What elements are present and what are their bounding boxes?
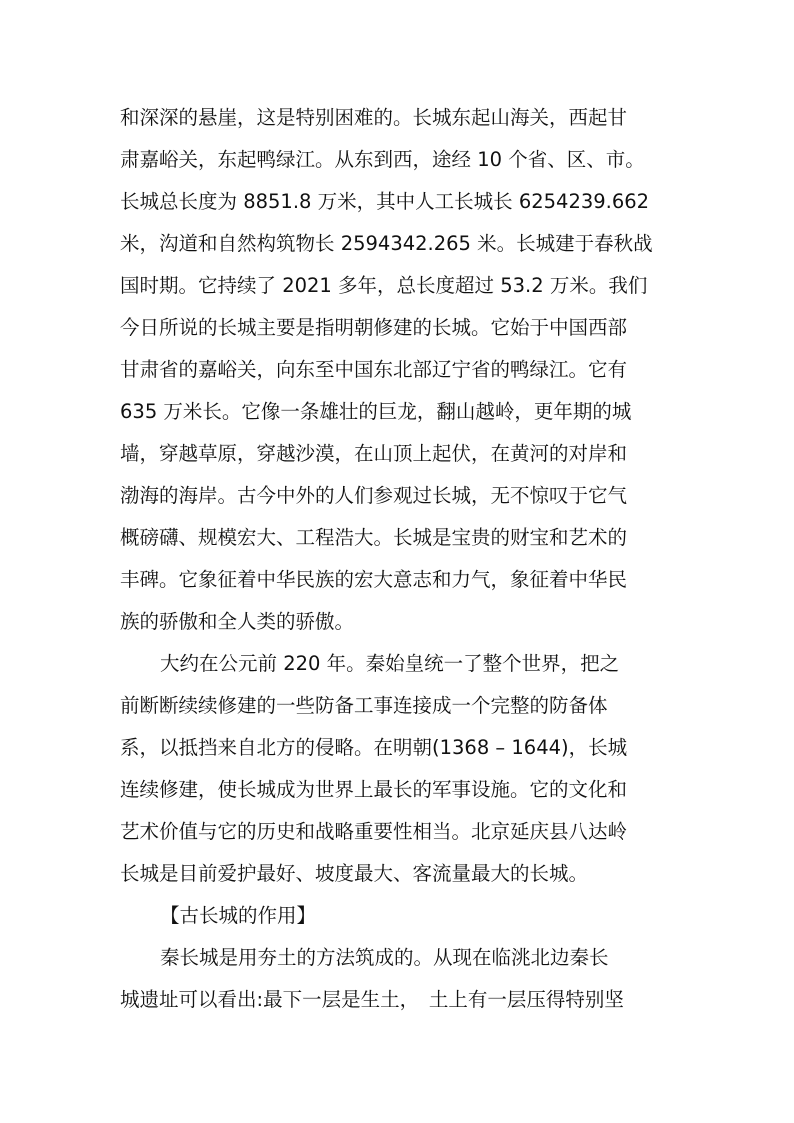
text-line: 丰碑。它象征着中华民族的宏大意志和力气，象征着中华民 bbox=[120, 568, 628, 591]
text-line: 大约在公元前 220 年。秦始皇统一了整个世界，把之 bbox=[160, 652, 620, 675]
text-line: 连续修建，使长城成为世界上最长的军事设施。它的文化和 bbox=[120, 778, 628, 801]
text-line: 长城总长度为 8851.8 万米，其中人工长城长 6254239.662 bbox=[120, 190, 650, 213]
text-line: 肃嘉峪关，东起鸭绿江。从东到西，途经 10 个省、区、市。 bbox=[120, 148, 645, 171]
text-line: 墙，穿越草原，穿越沙漠，在山顶上起伏，在黄河的对岸和 bbox=[120, 442, 628, 465]
text-line: 城遗址可以看出:最下一层是生土， 土上有一层压得特别坚 bbox=[120, 988, 624, 1011]
text-line: 国时期。它持续了 2021 多年，总长度超过 53.2 万米。我们 bbox=[120, 274, 648, 297]
text-line: 米，沟道和自然构筑物长 2594342.265 米。长城建于春秋战 bbox=[120, 232, 653, 255]
text-line: 艺术价值与它的历史和战略重要性相当。北京延庆县八达岭 bbox=[120, 820, 628, 843]
text-line: 秦长城是用夯土的方法筑成的。从现在临洮北边秦长 bbox=[160, 946, 609, 969]
text-line: 长城是目前爱护最好、坡度最大、客流量最大的长城。 bbox=[120, 862, 589, 885]
text-line: 渤海的海岸。古今中外的人们参观过长城，无不惊叹于它气 bbox=[120, 484, 628, 507]
text-line: 和深深的悬崖，这是特别困难的。长城东起山海关，西起甘 bbox=[120, 106, 628, 129]
text-line: 概磅礴、规模宏大、工程浩大。长城是宝贵的财宝和艺术的 bbox=[120, 526, 628, 549]
text-line: 今日所说的长城主要是指明朝修建的长城。它始于中国西部 bbox=[120, 316, 628, 339]
text-line: 族的骄傲和全人类的骄傲。 bbox=[120, 610, 355, 633]
text-line: 系，以抵挡来自北方的侵略。在明朝(1368 – 1644)，长城 bbox=[120, 736, 628, 759]
text-line: 635 万米长。它像一条雄壮的巨龙，翻山越岭，更年期的城 bbox=[120, 400, 632, 423]
text-line: 前断断续续修建的一些防备工事连接成一个完整的防备体 bbox=[120, 694, 608, 717]
text-line: 甘肃省的嘉峪关，向东至中国东北部辽宁省的鸭绿江。它有 bbox=[120, 358, 628, 381]
section-heading: 【古长城的作用】 bbox=[160, 904, 317, 927]
